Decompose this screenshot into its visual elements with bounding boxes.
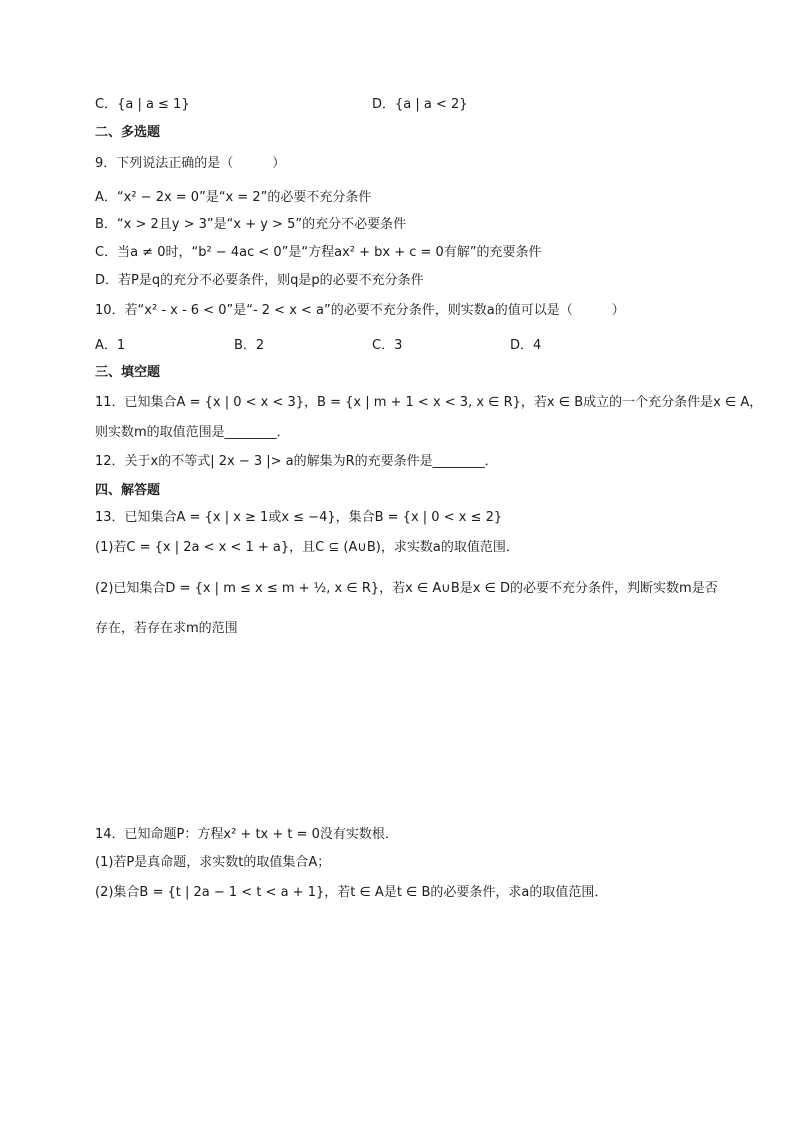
q11-line-2: 则实数m的取值范围是________． [95, 425, 290, 440]
q14-part-1: (1)若P是真命题，求实数t的取值集合A； [95, 855, 331, 870]
section-title-answer: 四、解答题 [95, 483, 161, 498]
section-title-fill-in: 三、填空题 [95, 365, 161, 380]
q13-stem: 13．已知集合A = {x | x ≥ 1或x ≤ −4}，集合B = {x | 0 < x ≤ 2} [95, 510, 503, 525]
q9-option-c: C．当a ≠ 0时，“b² − 4ac < 0”是“方程ax² + bx + c = 0有解”的充要条件 [95, 245, 542, 260]
q13-part-2-line-1: (2)已知集合D = {x | m ≤ x ≤ m + ½, x ∈ R}，若x ∈ A∪B是x ∈ D的必要不充分条件，判断实数m是否 [95, 581, 718, 596]
q8-option-c: C．{a | a ≤ 1} [95, 97, 190, 112]
q9-stem: 9．下列说法正确的是（ ） [95, 156, 286, 171]
q9-option-a: A．“x² − 2x = 0”是“x = 2”的必要不充分条件 [95, 190, 372, 205]
q10-option-c: C．3 [372, 338, 403, 353]
q14-stem: 14．已知命题P：方程x² + tx + t = 0没有实数根． [95, 827, 398, 842]
q13-part-2-line-2: 存在，若存在求m的范围 [95, 621, 238, 636]
q12-text: 12．关于x的不等式| 2x − 3 |> a的解集为R的充要条件是________． [95, 454, 498, 469]
q10-option-d: D．4 [510, 338, 542, 353]
q14-part-2: (2)集合B = {t | 2a − 1 < t < a + 1}，若t ∈ A是t ∈ B的必要条件，求a的取值范围． [95, 885, 608, 900]
q10-option-b: B．2 [234, 338, 265, 353]
q11-line-1: 11．已知集合A = {x | 0 < x < 3}，B = {x | m + 1 < x < 3, x ∈ R}，若x ∈ B成立的一个充分条件是x ∈ A， [95, 395, 763, 410]
q10-option-a: A．1 [95, 338, 126, 353]
q13-part-1: (1)若C = {x | 2a < x < 1 + a}，且C ⊆ (A∪B)，求实数a的取值范围． [95, 540, 519, 555]
q8-option-d: D．{a | a < 2} [372, 97, 468, 112]
q9-option-b: B．“x > 2且y > 3”是“x + y > 5”的充分不必要条件 [95, 217, 407, 232]
section-title-multiple-choice: 二、多选题 [95, 125, 161, 140]
q9-option-d: D．若P是q的充分不必要条件，则q是p的必要不充分条件 [95, 273, 424, 288]
q10-stem: 10．若“x² - x - 6 < 0”是“- 2 < x < a”的必要不充分条件，则实数a的值可以是（ ） [95, 303, 625, 318]
